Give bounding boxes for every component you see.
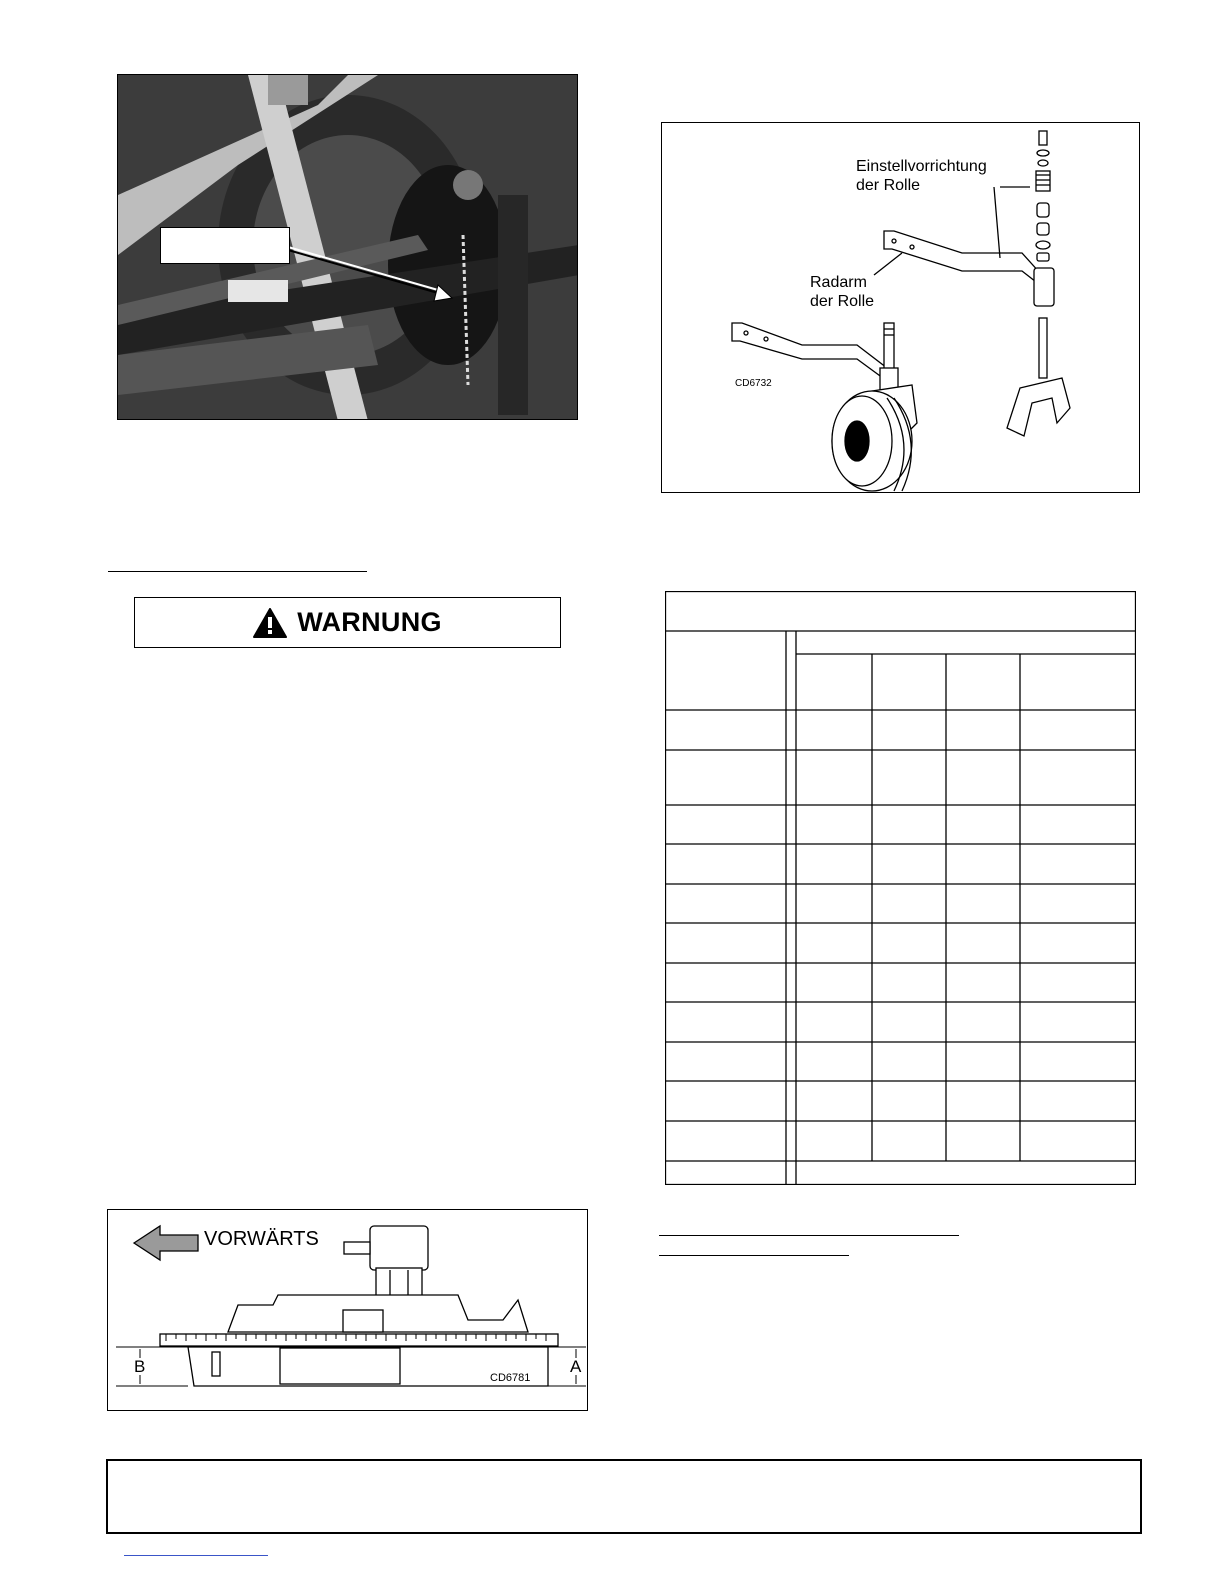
footer-link-underline[interactable] bbox=[124, 1555, 268, 1556]
warning-label: WARNUNG bbox=[297, 607, 442, 637]
adjustment-callout-line2: der Rolle bbox=[856, 177, 921, 194]
forward-direction-label: VORWÄRTS bbox=[204, 1228, 319, 1250]
caster-wheel-drawing bbox=[661, 122, 1140, 493]
arm-callout bbox=[810, 273, 874, 311]
warning-triangle-icon bbox=[253, 608, 287, 638]
settings-table-grid bbox=[665, 591, 1136, 1185]
photo-label-box bbox=[160, 227, 290, 264]
adjustment-callout-line1: Einstellvorrichtung bbox=[856, 158, 987, 175]
deck-part-code: CD6781 bbox=[490, 1372, 531, 1384]
adjustment-callout bbox=[856, 157, 987, 195]
dimension-b-label: B bbox=[134, 1357, 146, 1376]
wheel-part-code: CD6732 bbox=[735, 378, 772, 389]
warning-box bbox=[134, 597, 561, 648]
footer-box bbox=[106, 1459, 1142, 1534]
forward-arrow-icon bbox=[134, 1226, 198, 1260]
settings-table bbox=[665, 591, 1136, 1185]
arm-callout-line2: der Rolle bbox=[810, 293, 875, 310]
right-heading-rule-2 bbox=[659, 1255, 849, 1256]
right-heading-rule-1 bbox=[659, 1235, 959, 1236]
section-heading-rule bbox=[108, 571, 367, 572]
arm-callout-line1: Radarm bbox=[810, 274, 867, 291]
dimension-a-label: A bbox=[570, 1357, 582, 1376]
deck-height-drawing bbox=[107, 1209, 588, 1411]
